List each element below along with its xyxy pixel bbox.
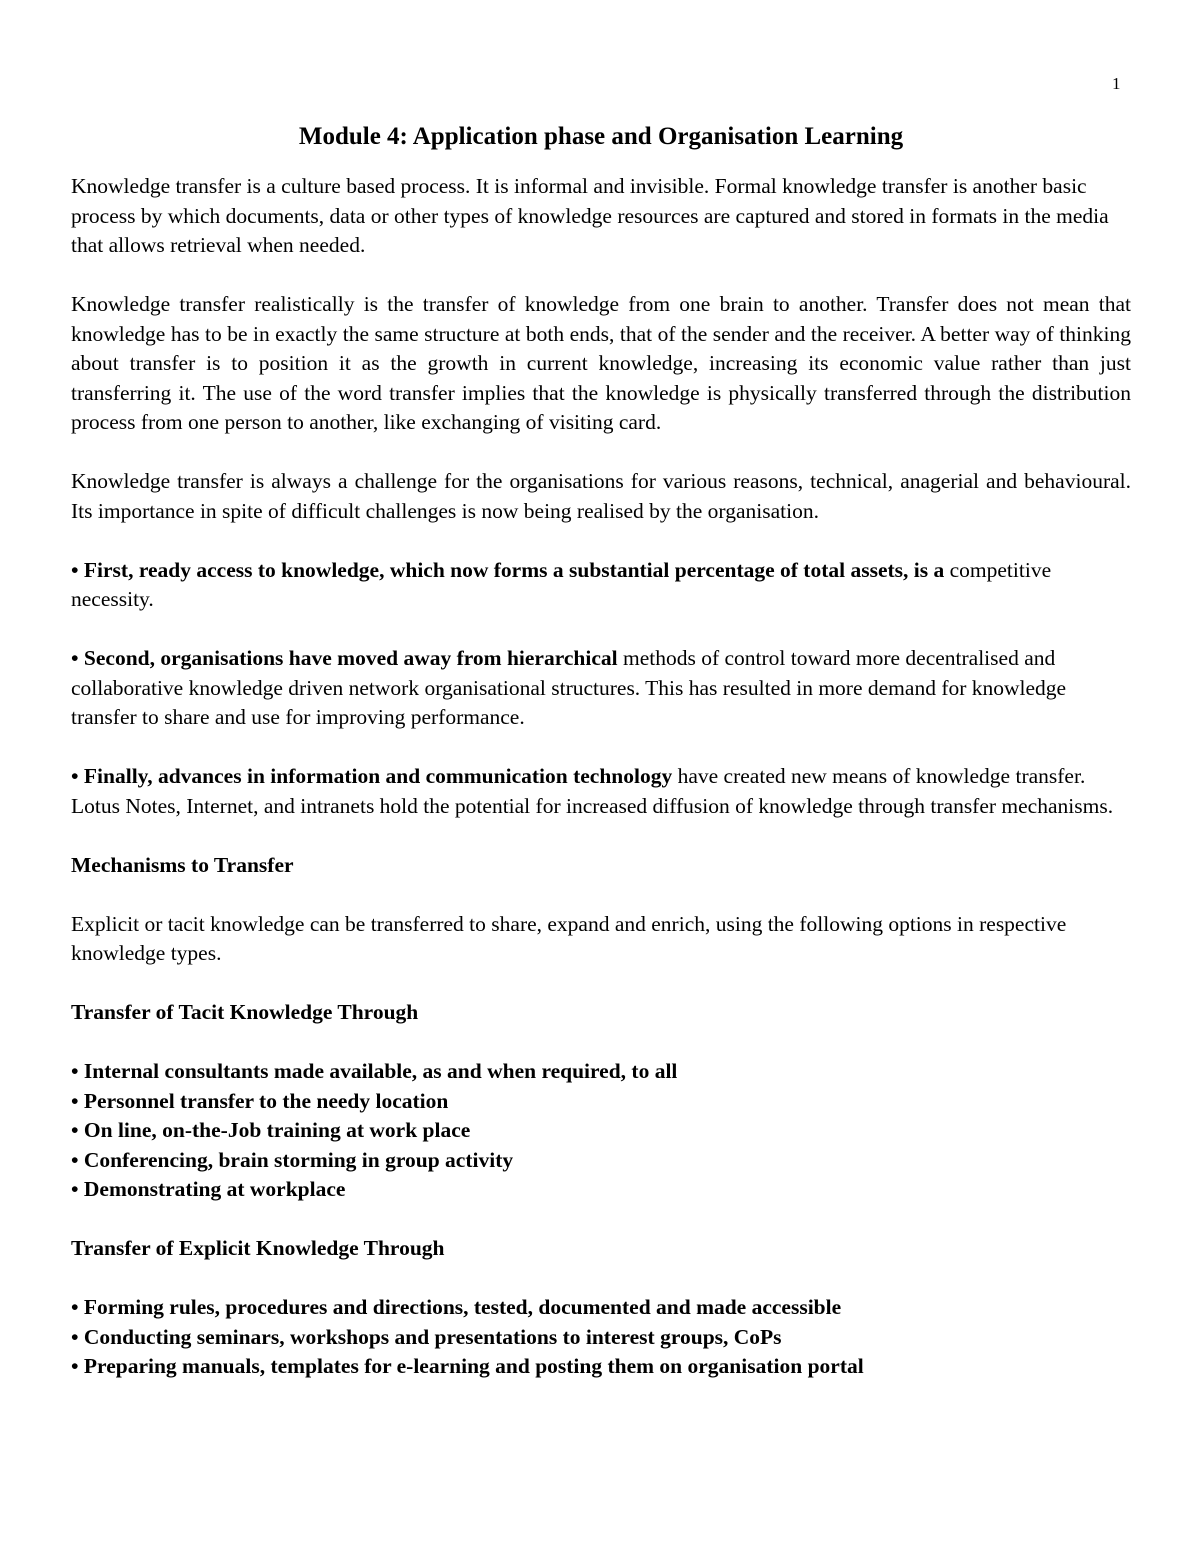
paragraph-transfer-definition: Knowledge transfer realistically is the transfer of knowledge from one brain to another. Transfer does not mean that knowledge has to be in exactly the same structure at both ends, that of the sender and the receiver. A better way of thinking about transfer is to position it as the growth in current knowledge, increasing its economic value rather than just transferring it. The use of the word transfer implies that the knowledge is physically transferred through the distribution process from one person to another, like exchanging of visiting card. <box>71 292 1131 434</box>
list-item: • Demonstrating at workplace <box>71 1177 346 1201</box>
point-second-lead: • Second, organisations have moved away from hierarchical <box>71 646 618 670</box>
heading-explicit: Transfer of Explicit Knowledge Through <box>71 1236 445 1260</box>
heading-mechanisms: Mechanisms to Transfer <box>71 852 294 877</box>
point-first <box>71 556 1131 615</box>
page-title: Module 4: Application phase and Organisation Learning <box>298 123 904 150</box>
point-finally-lead: • Finally, advances in information and communication technology <box>71 764 673 788</box>
point-finally <box>71 762 1131 821</box>
list-item: • Personnel transfer to the needy location <box>71 1088 449 1113</box>
paragraph-intro: Knowledge transfer is a culture based process. It is informal and invisible. Formal knowledge transfer is another basic process by which documents, data or other types of knowledge resources are captured and stored in formats in the media that allows retrieval when needed. <box>71 174 1109 257</box>
page-number: 1 <box>1112 74 1121 93</box>
list-item: • Conferencing, brain storming in group activity <box>71 1147 514 1172</box>
point-second-rest: methods of control toward more decentralised and collaborative knowledge driven network organisational structures. This has resulted in more demand for knowledge transfer to share and use for improving performance. <box>71 646 1067 729</box>
paragraph-challenge: Knowledge transfer is always a challenge for the organisations for various reasons, technical, anagerial and behavioural. Its importance in spite of difficult challenges is now being realised by the organisation. <box>71 469 1131 523</box>
list-item: • Conducting seminars, workshops and presentations to interest groups, CoPs <box>71 1324 782 1349</box>
point-second <box>71 644 1131 733</box>
heading-tacit: Transfer of Tacit Knowledge Through <box>71 1000 419 1024</box>
point-first-lead: • First, ready access to knowledge, which now forms a substantial percentage of total assets, is a <box>71 557 945 582</box>
point-finally-rest: have created new means of knowledge transfer. Lotus Notes, Internet, and intranets hold the potential for increased diffusion of knowledge through transfer mechanisms. <box>71 764 1114 818</box>
explicit-list <box>71 1293 1131 1382</box>
list-item: • Internal consultants made available, as and when required, to all <box>71 1059 678 1083</box>
list-item: • Forming rules, procedures and directions, tested, documented and made accessible <box>71 1295 842 1319</box>
point-first-rest: competitive necessity. <box>71 557 1052 611</box>
paragraph-mechanisms: Explicit or tacit knowledge can be transferred to share, expand and enrich, using the following options in respective knowledge types. <box>71 911 1067 965</box>
document-body <box>71 121 1131 1411</box>
list-item: • On line, on-the-Job training at work place <box>71 1118 471 1142</box>
tacit-list <box>71 1057 1131 1205</box>
list-item: • Preparing manuals, templates for e-learning and posting them on organisation portal <box>71 1354 864 1378</box>
